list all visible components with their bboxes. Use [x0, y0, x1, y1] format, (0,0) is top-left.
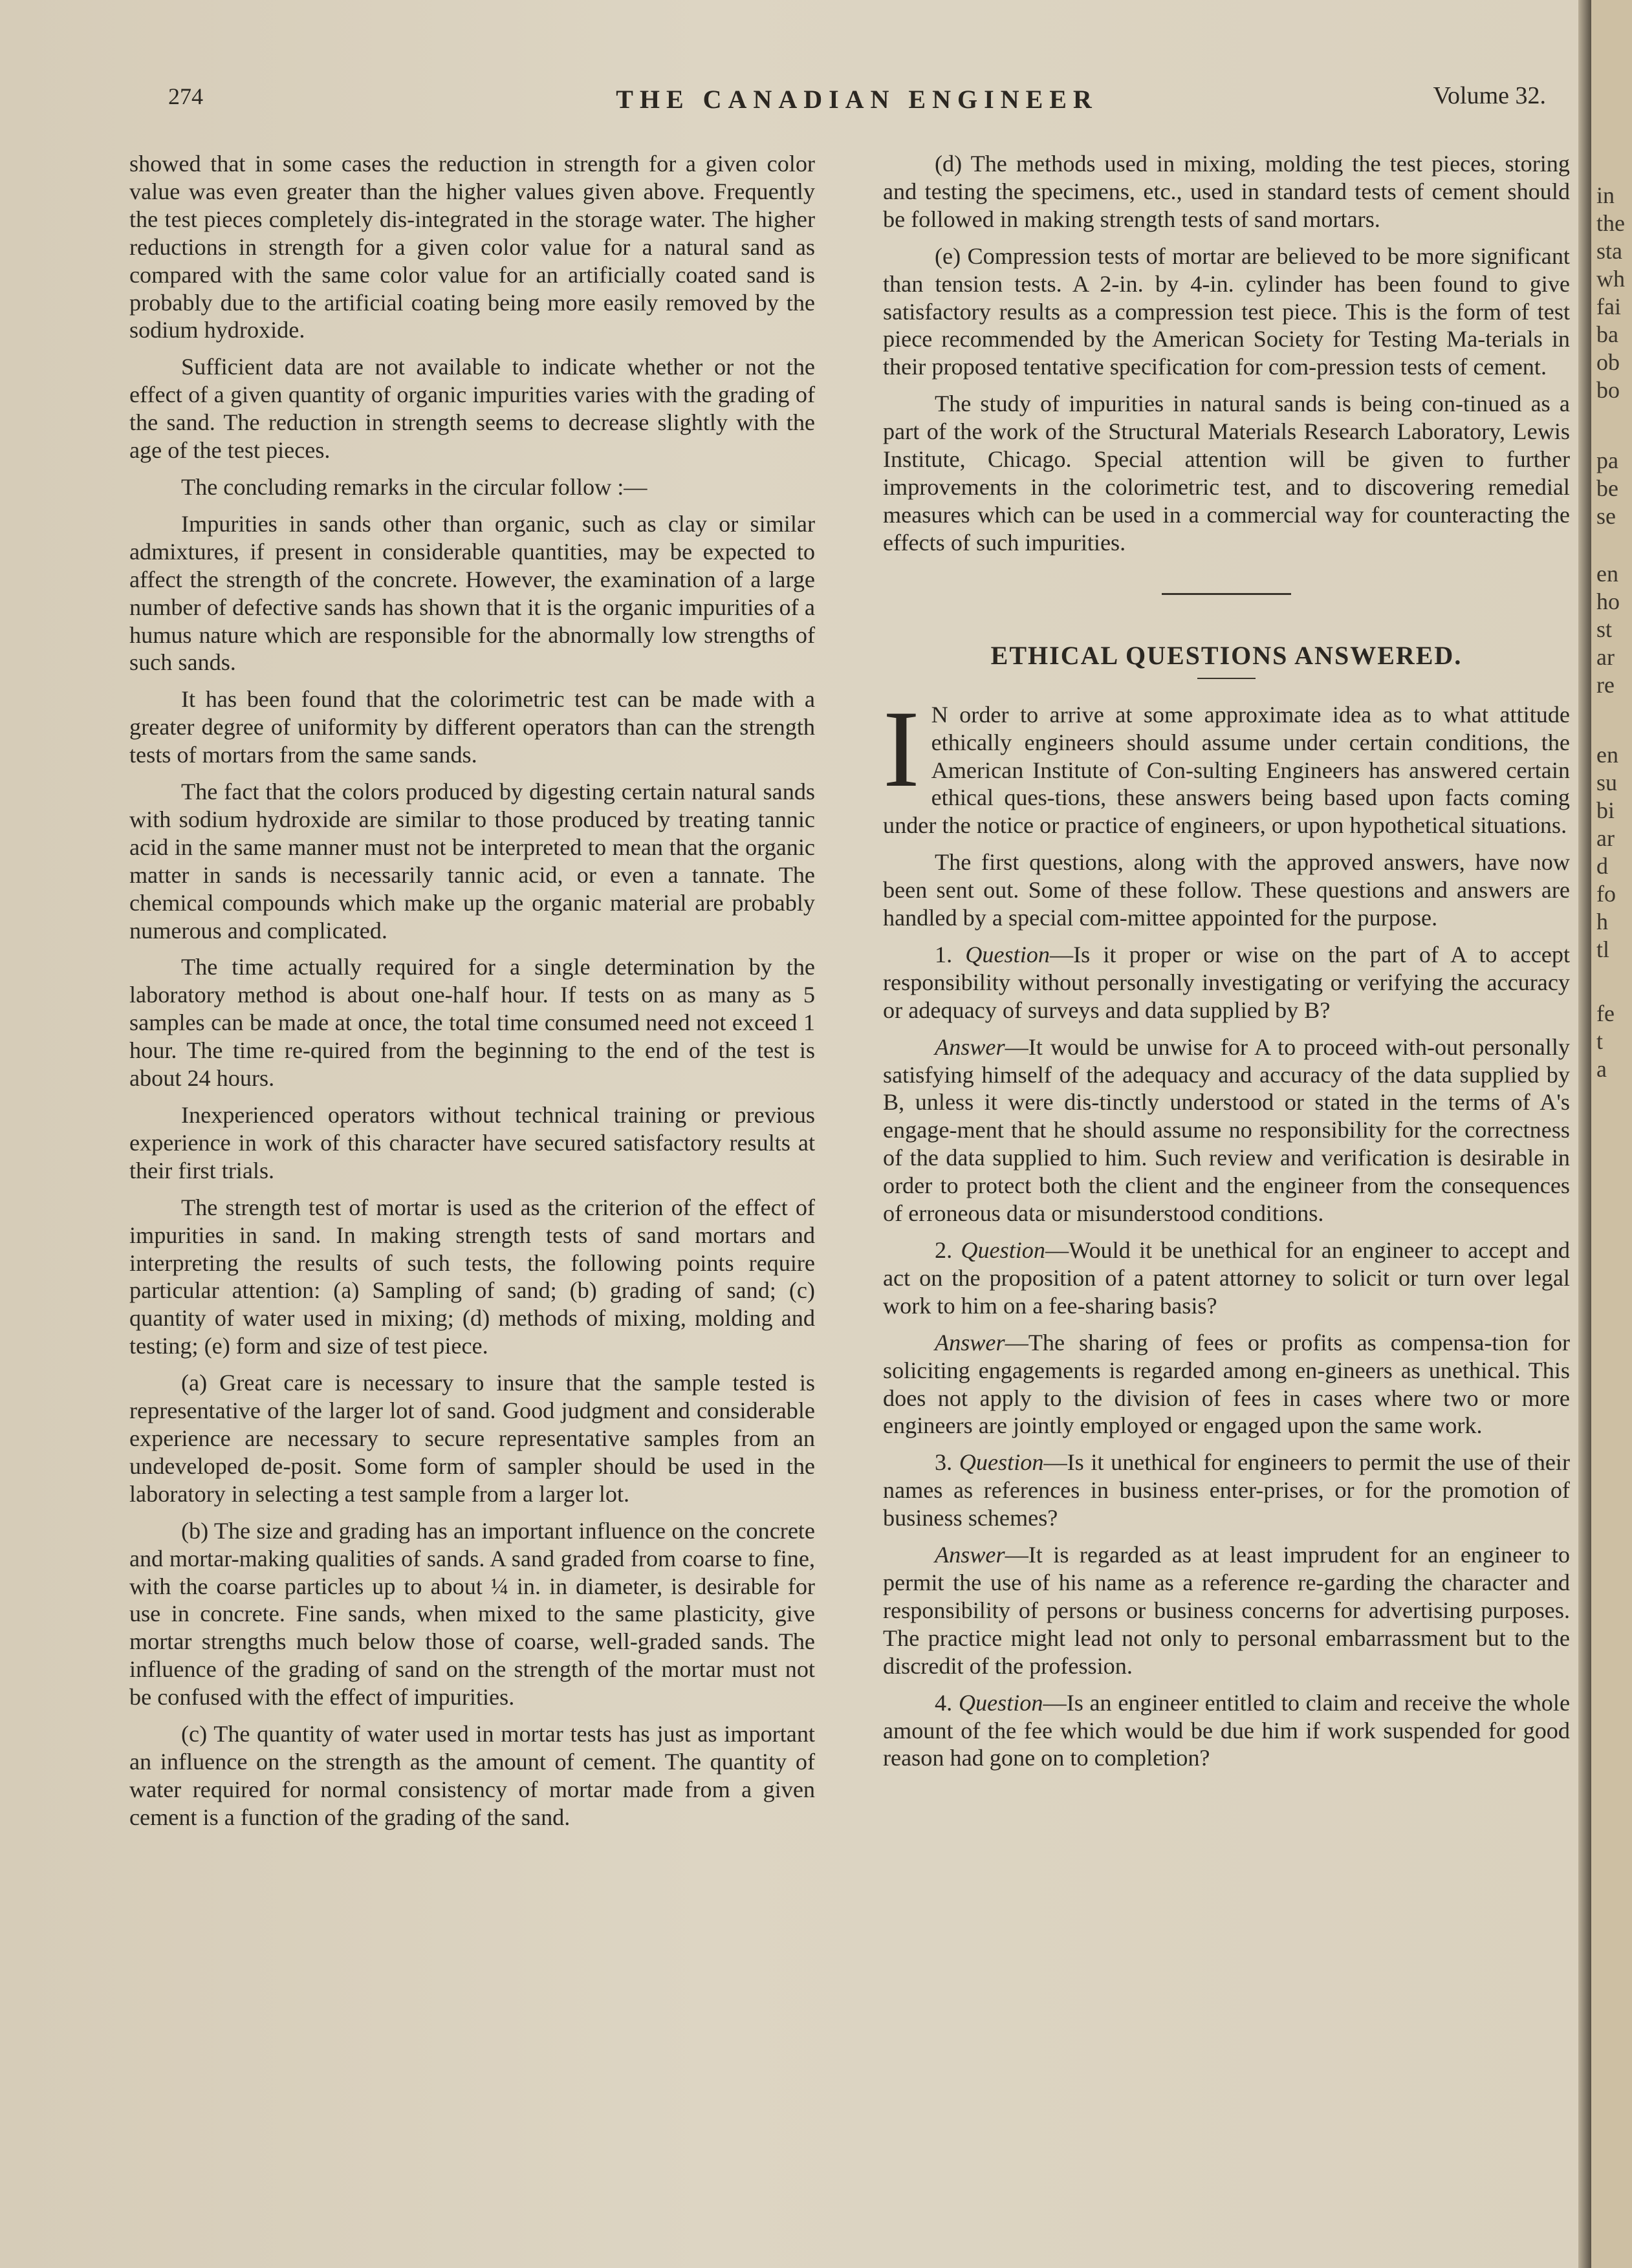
adjacent-page-fragment: t [1596, 1028, 1604, 1054]
adjacent-page-fragment: d [1596, 853, 1608, 879]
question-paragraph: 3. Question—Is it unethical for engineers to permit the use of their names as references in business enter-prises, or for the promotion of business schemes? [883, 1449, 1570, 1531]
question-paragraph: 2. Question—Would it be unethical for an engineer to accept and act on the proposition of a patent attorney to solicit or turn over legal work to him on a fee-sharing basis? [883, 1237, 1571, 1319]
adjacent-page-fragment: fai [1596, 294, 1621, 319]
book-spine-shadow [1578, 0, 1591, 2268]
answer-paragraph: Answer—It would be unwise for A to proceed with-out personally satisfying himself of the adequacy and accuracy of the data supplied by B, unless it were dis-tinctly understood or stated in the terms of A's engage-ment that he should assume no responsibility for the correctness of the data supplied to him. Such review and verification is desirable in order to protect both the client and the engineer from the consequences of erroneous data or misunderstood conditions. [883, 1033, 1570, 1227]
paragraph: showed that in some cases the reduction in strength for a given color value was even greater than the higher values given above. Frequently the test pieces completely dis-integrated in the storage water. The higher reductions in strength for a given color value for a natural sand as compared with the same color value for an artificially coated sand is probably due to the artificial coating being more easily removed by the sodium hydroxide. [129, 151, 815, 343]
left-column [129, 150, 815, 1841]
question-label: Question [959, 1449, 1044, 1476]
answer-label: Answer [935, 1542, 1005, 1568]
paragraph: (d) The methods used in mixing, molding the test pieces, storing and testing the specimens, etc., used in standard tests of cement should be followed in making strength tests of sand mortars. [883, 151, 1570, 232]
adjacent-page-fragment: bo [1596, 377, 1620, 403]
adjacent-page-fragment: h [1596, 909, 1608, 934]
volume-label: Volume 32. [1433, 82, 1546, 109]
adjacent-page-fragment: ba [1596, 321, 1618, 347]
section-title: ETHICAL QUESTIONS ANSWERED. [990, 640, 1463, 670]
adjacent-page-fragment: fe [1596, 1000, 1615, 1026]
question-paragraph: 1. Question—Is it proper or wise on the part of A to accept responsibility without personally investigating or verifying the accuracy or adequacy of surveys and data supplied by B? [883, 941, 1571, 1023]
intro-paragraph [883, 687, 1570, 840]
paragraph: It has been found that the colorimetric test can be made with a greater degree of uniformity by different operators than can the strength tests of mortars from the same sands. [129, 686, 815, 768]
adjacent-page-fragment: tl [1596, 936, 1610, 962]
adjacent-page-fragment: pa [1596, 448, 1618, 473]
adjacent-page-fragment: se [1596, 503, 1616, 529]
adjacent-page-fragment: the [1596, 210, 1625, 236]
drop-cap: I [883, 687, 920, 810]
answer-label: Answer [935, 1329, 1005, 1355]
adjacent-page-fragment: sta [1596, 238, 1622, 264]
paragraph: Inexperienced operators without technical training or previous experience in work of this character have secured satisfactory results at their first trials. [129, 1102, 815, 1183]
paragraph: The time actually required for a single determination by the laboratory method is about one-half hour. If tests on as many as 5 samples can be made at once, the total time consumed need not exceed 1 hour. The time re-quired from the beginning to the end of the test is about 24 hours. [129, 954, 815, 1092]
paragraph: (e) Compression tests of mortar are believed to be more significant than tension tests. A 2-in. by 4-in. cylinder has been found to give satisfactory results as a compression test piece. This is the form of test piece recommended by the American Society for Testing Ma-terials in their proposed tentative specification for com-pression tests of cement. [883, 243, 1570, 380]
question-label: Question [961, 1237, 1045, 1263]
adjacent-page-fragment: fo [1596, 881, 1616, 907]
paragraph: Impurities in sands other than organic, such as clay or similar admixtures, if present in considerable quantities, may be expected to affect the strength of the concrete. However, the examination of a large number of defective sands has shown that it is the organic impurities of a humus nature which are responsible for the abnormally low strengths of such sands. [129, 510, 815, 676]
adjacent-page-fragment: in [1596, 182, 1615, 208]
adjacent-page-fragment: ar [1596, 644, 1615, 670]
answer-paragraph: Answer—It is regarded as at least imprudent for an engineer to permit the use of his name as a reference re-garding the character and responsibility of persons or business concerns for advertising purposes. The practice might lead not only to personal embarrassment but to the discredit of the profession. [883, 1542, 1570, 1679]
adjacent-page-fragment: en [1596, 561, 1618, 587]
paragraph: Sufficient data are not available to indicate whether or not the effect of a given quantity of organic impurities varies with the grading of the sand. The reduction in strength seems to decrease slightly with the age of the test pieces. [129, 354, 815, 464]
paragraph: (a) Great care is necessary to insure that the sample tested is representative of the larger lot of sand. Good judgment and considerable experience are necessary to secure representative samples from an undeveloped de-posit. Some form of sampler should be used in the laboratory in selecting a test sample from a larger lot. [129, 1370, 815, 1507]
right-column [883, 150, 1570, 1781]
question-label: Question [965, 941, 1050, 967]
paragraph: The concluding remarks in the circular follow :— [181, 473, 647, 500]
question-label: Question [958, 1689, 1043, 1716]
adjacent-page-fragment: bi [1596, 797, 1615, 823]
adjacent-page-fragment: st [1596, 616, 1613, 642]
adjacent-page-fragment: be [1596, 475, 1618, 501]
adjacent-page-edge [1591, 0, 1632, 2268]
paragraph: The first questions, along with the approved answers, have now been sent out. Some of these follow. These questions and answers are handled by a special com-mittee appointed for the purpose. [883, 849, 1570, 931]
journal-title: THE CANADIAN ENGINEER [616, 85, 1098, 114]
page-number: 274 [168, 83, 203, 109]
paragraph: The strength test of mortar is used as the criterion of the effect of impurities in sand. In making strength tests of sand mortars and interpreting the results of such tests, the following points require particular attention: (a) Sampling of sand; (b) grading of sand; (c) quantity of water used in mixing; (d) methods of mixing, molding and testing; (e) form and size of test piece. [129, 1194, 815, 1359]
adjacent-page-fragment: wh [1596, 266, 1625, 292]
page-header [168, 78, 1546, 116]
paragraph: (c) The quantity of water used in mortar tests has just as important an influence on the strength as the amount of cement. The quantity of water required for normal consistency of mortar made from a given cement is a function of the grading of the sand. [129, 1721, 815, 1830]
adjacent-page-fragment: ar [1596, 825, 1615, 851]
adjacent-page-fragment: ho [1596, 589, 1620, 614]
adjacent-page-fragment: re [1596, 672, 1615, 698]
answer-label: Answer [935, 1033, 1005, 1060]
paragraph: (b) The size and grading has an important influence on the concrete and mortar-making qualities of sands. A sand graded from coarse to fine, with the coarse particles up to about ¼ in. in diameter, is desirable for use in concrete. Fine sands, when mixed to the same plasticity, give mortar strengths much below those of coarse, well-graded sands. The influence of the grading of sand on the strength of the mortar must not be confused with the effect of impurities. [129, 1517, 815, 1711]
section-divider [1162, 593, 1291, 595]
title-underline [1197, 678, 1256, 679]
adjacent-page-fragment: en [1596, 742, 1618, 768]
answer-paragraph: Answer—The sharing of fees or profits as compensa-tion for soliciting engagements is regarded among en-gineers as unethical. This does not apply to the division of fees in cases where two or more engineers are jointly employed or engaged upon the same work. [883, 1329, 1570, 1439]
adjacent-page-fragment: ob [1596, 349, 1620, 375]
adjacent-page-fragment: a [1596, 1056, 1607, 1082]
paragraph: The study of impurities in natural sands is being con-tinued as a part of the work of the Structural Materials Research Laboratory, Lewis Institute, Chicago. Special attention will be given to further improvements in the colorimetric test, and to discovering remedial measures which can be used in a commercial way for counteracting the effects of such impurities. [883, 391, 1570, 556]
adjacent-page-fragment: su [1596, 770, 1618, 795]
paragraph: The fact that the colors produced by digesting certain natural sands with sodium hydroxide are similar to those produced by treating tannic acid in the same manner must not be interpreted to mean that the organic matter in sands is necessarily tannic acid, or even a tannate. The chemical compounds which make up the organic material are probably numerous and complicated. [129, 779, 815, 944]
question-paragraph: 4. Question—Is an engineer entitled to claim and receive the whole amount of the fee which would be due him if work suspended for good reason had gone on to completion? [883, 1689, 1571, 1771]
intro-text: N order to arrive at some approximate idea as to what attitude ethically engineers should assume under certain conditions, the American Institute of Con-sulting Engineers has answered certain ethical ques-tions, these answers being based upon facts coming under the notice or practice of engineers, or upon hypothetical situations. [883, 701, 1570, 839]
